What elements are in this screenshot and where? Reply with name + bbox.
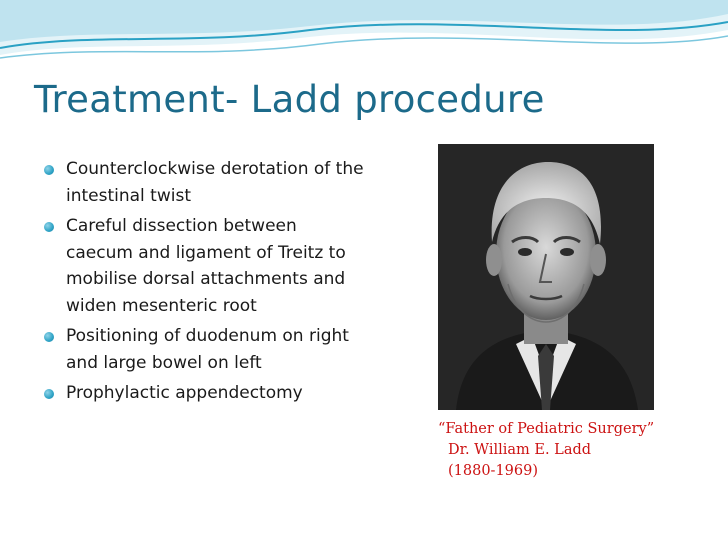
bullet-item <box>44 323 364 376</box>
bullet-dot-icon <box>44 165 54 175</box>
portrait-image <box>438 144 654 410</box>
caption-name: Dr. William E. Ladd <box>448 442 592 458</box>
bullet-item <box>44 156 364 209</box>
bullet-text: Positioning of duodenum on right and large bowel on left <box>66 326 349 373</box>
slide-title: Treatment- Ladd procedure <box>34 78 545 121</box>
bullet-text: Careful dissection between caecum and ligament of Treitz to mobilise dorsal attachments and widen mesenteric root <box>66 216 346 316</box>
bullet-dot-icon <box>44 222 54 232</box>
header-wave-decoration <box>0 0 728 75</box>
bullet-dot-icon <box>44 389 54 399</box>
caption-years: (1880-1969) <box>448 463 539 479</box>
bullet-item <box>44 380 364 407</box>
bullet-text: Counterclockwise derotation of the intestinal twist <box>66 159 364 206</box>
caption-epithet: “Father of Pediatric Surgery” <box>438 421 655 437</box>
bullet-item <box>44 213 364 319</box>
bullet-text: Prophylactic appendectomy <box>66 383 303 403</box>
bullet-dot-icon <box>44 332 54 342</box>
bullet-list <box>44 156 364 411</box>
portrait-caption <box>438 419 678 482</box>
